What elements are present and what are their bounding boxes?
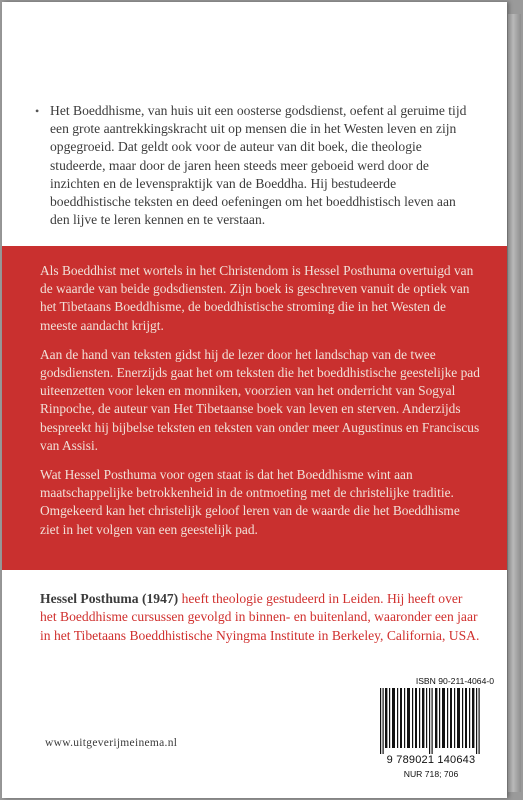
page-edge (508, 14, 521, 792)
description-paragraph-2: Aan de hand van teksten gidst hij de lezer door het landschap van de twee godsdiensten. Enerzijds gaat het om teksten die het boeddhistische geestelijke pad uiteenzetten voor leken en monniken, voorzien van het onderricht van Sogyal Rinpoche, de auteur van Het Tibetaanse boek van leven en sterven. Anderzijds bespreekt hij bijbelse teksten en teksten van onder meer Augustinus en Franciscus van Assisi. (40, 346, 480, 453)
description-paragraph-1: Als Boeddhist met wortels in het Christendom is Hessel Posthuma overtuigd van de waarde van beide godsdiensten. Zijn boek is geschreven vanuit de optiek van het Tibetaans Boeddhisme, de boeddhistische stroming die in het Westen de meeste aandacht krijgt. (40, 263, 474, 333)
description-paragraph-3: Wat Hessel Posthuma voor ogen staat is dat het Boeddhisme wint aan maatschappelijke betrokkenheid in de ontmoeting met de christelijke traditie. Omgekeerd kan het christelijk geloof leren van de waarde die het Boeddhisme ziet in het volgen van een geestelijk pad. (40, 467, 460, 537)
publisher-website: www.uitgeverijmeinema.nl (45, 737, 178, 749)
barcode-graphic (374, 688, 488, 754)
intro-paragraph: Het Boeddhisme, van huis uit een oosterse godsdienst, oefent al geruime tijd een grote aantrekkingskracht uit op mensen die in het Westen leven en zijn opgegroeid. Dat geldt ook voor de auteur van dit boek, die theologie studeerde, maar door de jaren heen steeds meer geboeid werd door de inzichten en de levenspraktijk van de Boeddha. Hij bestudeerde boeddhistische teksten en deed oefeningen om het boeddhistisch leven aan den lijve te leren kennen en te verstaan. (50, 103, 467, 228)
author-bio (40, 590, 480, 645)
author-bio-text: heeft theologie gestudeerd in Leiden. Hij heeft over het Boeddhisme cursussen gevolgd in binnen- en buitenland, waaronder een jaar in het Tibetaans Boeddhistische Nyingma Institute in Berkeley, California, USA. (40, 591, 480, 643)
nur-code: NUR 718; 706 (403, 769, 459, 779)
bullet-marker: • (35, 104, 40, 118)
barcode-number: 9 789021 140643 (386, 754, 476, 766)
author-name: Hessel Posthuma (1947) (40, 591, 179, 606)
barcode (368, 688, 494, 782)
isbn-label: ISBN 90-211-4064-0 (415, 676, 494, 686)
description-block (40, 262, 480, 550)
